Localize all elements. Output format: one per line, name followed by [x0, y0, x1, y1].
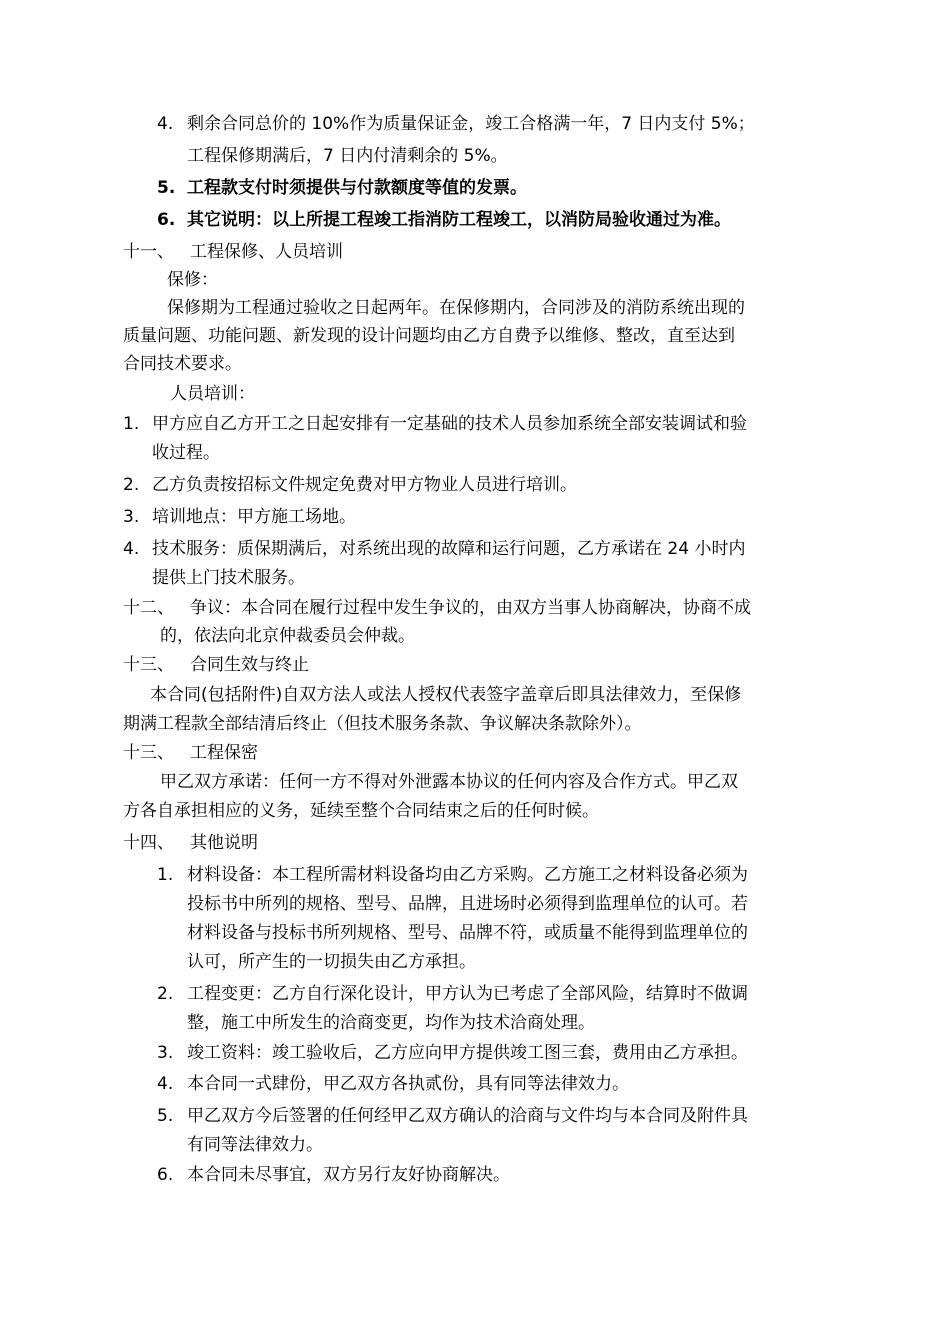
section-11-number: 十一、 [123, 242, 174, 262]
payment-item-5-number: 5. [157, 178, 176, 198]
other-item-2-line1: 工程变更：乙方自行深化设计，甲方认为已考虑了全部风险，结算时不做调 [187, 984, 748, 1004]
other-item-1-line1: 材料设备：本工程所需材料设备均由乙方采购。乙方施工之材料设备必须为 [187, 865, 748, 885]
other-item-3-line1: 竣工资料：竣工验收后，乙方应向甲方提供竣工图三套，费用由乙方承担。 [187, 1043, 748, 1063]
training-item-4-line1: 技术服务：质保期满后，对系统出现的故障和运行问题，乙方承诺在 24 小时内 [152, 539, 746, 559]
section-12-number: 十二、 [123, 598, 174, 618]
other-item-5-line1: 甲乙双方今后签署的任何经甲乙双方确认的洽商与文件均与本合同及附件具 [187, 1106, 748, 1126]
payment-item-6-number: 6. [157, 210, 176, 230]
training-item-3-number: 3. [123, 507, 140, 527]
other-item-1-line3: 材料设备与投标书所列规格、型号、品牌不符，或质量不能得到监理单位的 [187, 923, 748, 943]
other-item-2-line2: 整，施工中所发生的洽商变更，均作为技术洽商处理。 [187, 1013, 595, 1033]
section-12-line1: 争议：本合同在履行过程中发生争议的，由双方当事人协商解决，协商不成 [190, 598, 751, 618]
other-item-6-line1: 本合同未尽事宜，双方另行友好协商解决。 [187, 1165, 510, 1185]
warranty-label: 保修： [167, 270, 218, 290]
warranty-paragraph-line2: 质量问题、功能问题、新发现的设计问题均由乙方自费予以维修、整改，直至达到 [123, 326, 735, 346]
other-item-4-number: 4. [157, 1074, 174, 1094]
other-item-1-line4: 认可，所产生的一切损失由乙方承担。 [187, 952, 476, 972]
other-item-5-number: 5. [157, 1106, 174, 1126]
training-item-4-line2: 提供上门技术服务。 [152, 568, 305, 588]
training-item-3-line1: 培训地点：甲方施工场地。 [152, 507, 356, 527]
section-13a-title: 合同生效与终止 [190, 655, 309, 675]
other-item-6-number: 6. [157, 1165, 174, 1185]
training-item-4-number: 4. [123, 539, 140, 559]
training-item-2-number: 2. [123, 475, 140, 495]
section-13a-line1: 本合同(包括附件)自双方法人或法人授权代表签字盖章后即具法律效力，至保修 [150, 685, 742, 705]
warranty-paragraph-line1: 保修期为工程通过验收之日起两年。在保修期内，合同涉及的消防系统出现的 [167, 298, 745, 318]
training-item-1-number: 1. [123, 414, 140, 434]
other-item-2-number: 2. [157, 984, 174, 1004]
section-13a-line2: 期满工程款全部结清后终止（但技术服务条款、争议解决条款除外）。 [123, 714, 642, 734]
other-item-1-line2: 投标书中所列的规格、型号、品牌，且进场时必须得到监理单位的认可。若 [187, 894, 748, 914]
section-13b-title: 工程保密 [190, 743, 258, 763]
payment-item-5-text: 工程款支付时须提供与付款额度等值的发票。 [187, 178, 527, 198]
other-item-5-line2: 有同等法律效力。 [187, 1135, 323, 1155]
section-11-title: 工程保修、人员培训 [190, 242, 343, 262]
other-item-3-number: 3. [157, 1043, 174, 1063]
section-13b-number: 十三、 [123, 743, 174, 763]
training-item-2-line1: 乙方负责按招标文件规定免费对甲方物业人员进行培训。 [152, 475, 577, 495]
section-12-line2: 的，依法向北京仲裁委员会仲裁。 [160, 626, 415, 646]
other-item-1-number: 1. [157, 865, 174, 885]
training-label: 人员培训： [170, 384, 255, 404]
payment-item-4-number: 4. [157, 114, 174, 134]
training-item-1-line2: 收过程。 [152, 443, 220, 463]
section-14-number: 十四、 [123, 833, 174, 853]
other-item-4-line1: 本合同一式肆份，甲乙双方各执贰份，具有同等法律效力。 [187, 1074, 629, 1094]
payment-item-6-text: 其它说明：以上所提工程竣工指消防工程竣工，以消防局验收通过为准。 [187, 210, 731, 230]
training-item-1-line1: 甲方应自乙方开工之日起安排有一定基础的技术人员参加系统全部安装调试和验 [152, 414, 747, 434]
payment-item-4-line2: 工程保修期满后，7 日内付清剩余的 5%。 [187, 146, 508, 166]
payment-item-4-line1: 剩余合同总价的 10%作为质量保证金，竣工合格满一年，7 日内支付 5%； [187, 114, 755, 134]
section-13b-line1: 甲乙双方承诺：任何一方不得对外泄露本协议的任何内容及合作方式。甲乙双 [160, 772, 738, 792]
section-13a-number: 十三、 [123, 655, 174, 675]
section-14-title: 其他说明 [190, 833, 258, 853]
section-13b-line2: 方各自承担相应的义务，延续至整个合同结束之后的任何时候。 [123, 801, 599, 821]
warranty-paragraph-line3: 合同技术要求。 [123, 354, 242, 374]
